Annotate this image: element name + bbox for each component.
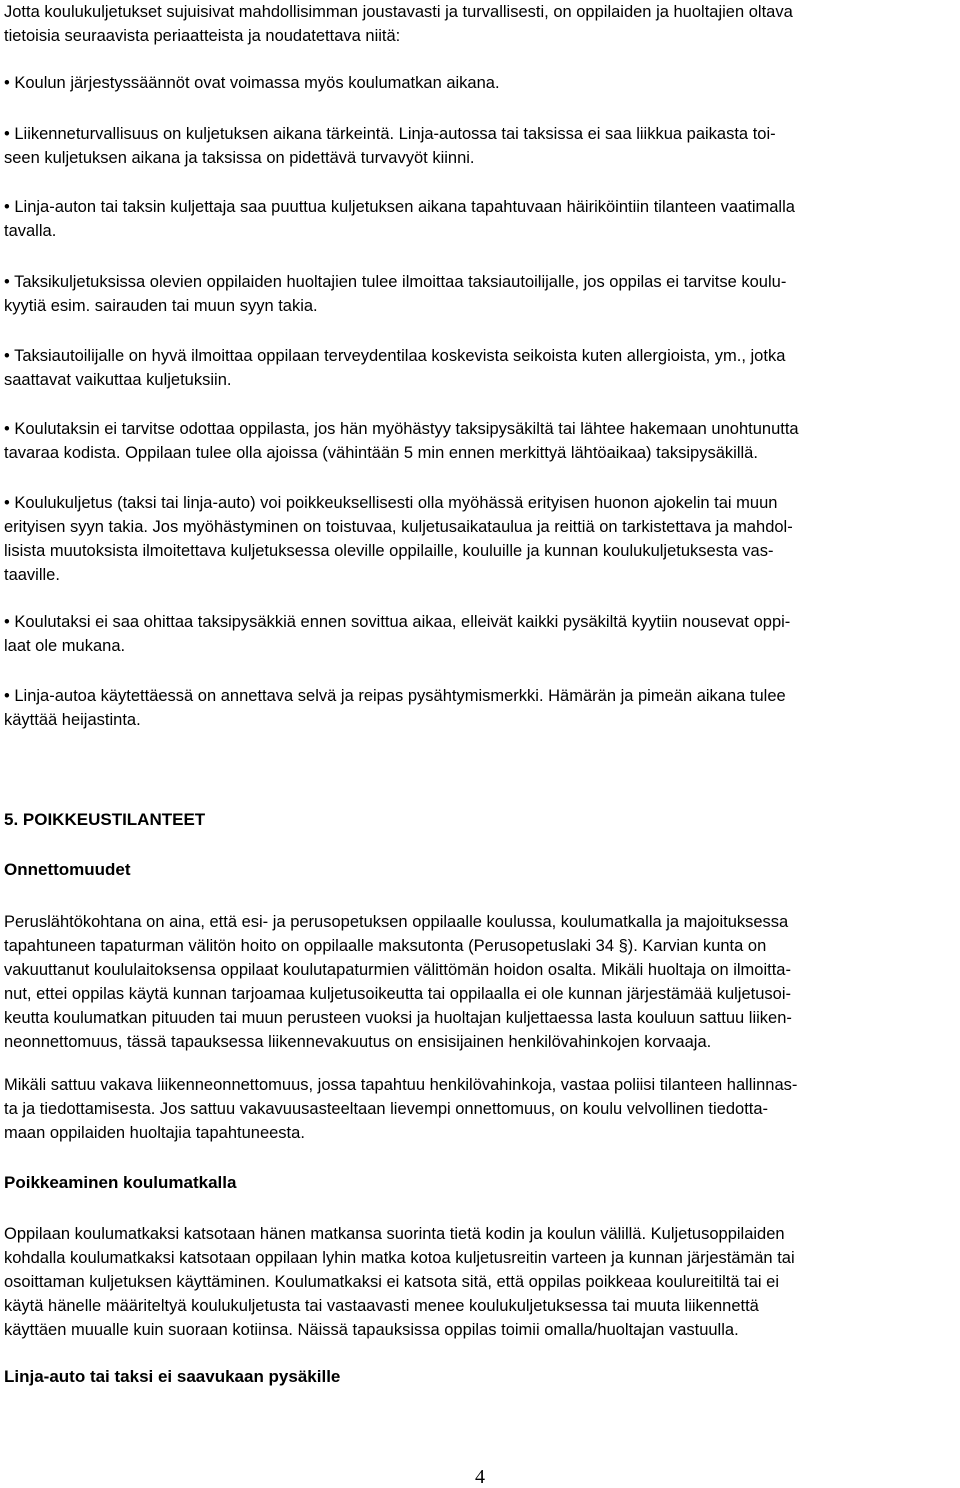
text-line: tietoisia seuraavista periaatteista ja noudatettava niitä: — [4, 27, 401, 45]
paragraph — [4, 1073, 797, 1145]
text-line: • Liikenneturvallisuus on kuljetuksen aikana tärkeintä. Linja-autossa tai taksissa ei saa liikkua paikasta toi- — [4, 125, 776, 143]
text-line: käyttäen muualle kuin suoraan kotiinsa. Näissä tapauksissa oppilas toimii omalla/huoltajan vastuulla. — [4, 1321, 739, 1339]
bullet-item — [4, 344, 785, 392]
text-line: kyytiä esim. sairauden tai muun syyn takia. — [4, 297, 318, 315]
text-line: erityisen syyn takia. Jos myöhästyminen on toistuvaa, kuljetusaikataulua ja reittiä on tarkistettava ja mahdol- — [4, 518, 793, 536]
subheading-poikkeaminen: Poikkeaminen koulumatkalla — [4, 1173, 237, 1192]
text-line: käytä hänelle määriteltyä koulukuljetusta tai vastaavasti menee koulukuljetuksessa tai muuta liikennettä — [4, 1297, 759, 1315]
bullet-item — [4, 122, 776, 170]
text-line: saattavat vaikuttaa kuljetuksiin. — [4, 371, 232, 389]
text-line: • Koulutaksin ei tarvitse odottaa oppilasta, jos hän myöhästyy taksipysäkiltä tai lähtee hakemaan unohtunutta — [4, 420, 799, 438]
text-line: Oppilaan koulumatkaksi katsotaan hänen matkansa suorinta tietä kodin ja koulun välillä. Kuljetusoppilaiden — [4, 1225, 785, 1243]
text-line: laat ole mukana. — [4, 637, 126, 655]
bullet-item — [4, 417, 799, 465]
text-line: nut, ettei oppilas käytä kunnan tarjoamaa kuljetusoikeutta tai oppilaalla ei ole kunnan järjestämää kuljetusoi- — [4, 985, 791, 1003]
text-line: neonnettomuus, tässä tapauksessa liikennevakuutus on ensisijainen henkilövahinkojen korvaaja. — [4, 1033, 712, 1051]
text-line: • Linja-auton tai taksin kuljettaja saa puuttua kuljetuksen aikana tapahtuvaan häiriköintiin tilanteen vaatimalla — [4, 198, 795, 216]
text-line: seen kuljetuksen aikana ja taksissa on pidettävä turvavyöt kiinni. — [4, 149, 475, 167]
text-line: osoittaman kuljetuksen käyttäminen. Koulumatkaksi ei katsota sitä, että oppilas poikkeaa koulureitiltä tai ei — [4, 1273, 780, 1291]
text-line: • Koulutaksi ei saa ohittaa taksipysäkkiä ennen sovittua aikaa, elleivät kaikki pysäkiltä kyytiin nousevat oppi- — [4, 613, 791, 631]
text-line: tavaraa kodista. Oppilaan tulee olla ajoissa (vähintään 5 min ennen merkittyä lähtöaikaa) taksipysäkillä. — [4, 444, 758, 462]
text-line: • Koulukuljetus (taksi tai linja-auto) voi poikkeuksellisesti olla myöhässä erityisen huonon ajokelin tai muun — [4, 494, 778, 512]
paragraph — [4, 910, 792, 1054]
bullet-item — [4, 71, 500, 95]
text-line: Peruslähtökohtana on aina, että esi- ja perusopetuksen oppilaalle koulussa, koulumatkalla ja majoituksessa — [4, 913, 789, 931]
text-line: ta ja tiedottamisesta. Jos sattuu vakavuusasteeltaan lievempi onnettomuus, on koulu velvollinen tiedotta- — [4, 1100, 769, 1118]
bullet-item — [4, 195, 795, 243]
bullet-item — [4, 684, 786, 732]
section-heading: 5. POIKKEUSTILANTEET — [4, 810, 206, 829]
bullet-item — [4, 270, 786, 318]
text-line: kohdalla koulumatkaksi katsotaan oppilaan lyhin matka kotoa kuljetusreitin varteen ja kunnan järjestämän tai — [4, 1249, 795, 1267]
intro-paragraph — [4, 0, 793, 48]
text-line: Jotta koulukuljetukset sujuisivat mahdollisimman joustavasti ja turvallisesti, on oppilaiden ja huoltajien oltava — [4, 3, 793, 21]
text-line: taaville. — [4, 566, 60, 584]
text-line: keutta koulumatkan pituuden tai muun perusteen vuoksi ja huoltajan kuljettaessa lasta kouluun sattuu liiken- — [4, 1009, 792, 1027]
text-line: • Taksiautoilijalle on hyvä ilmoittaa oppilaan terveydentilaa koskevista seikoista kuten allergioista, ym., jotka — [4, 347, 786, 365]
text-line: vakuuttanut koululaitoksensa oppilaat koulutapaturmien välittömän hoidon osalta. Mikäli huoltaja on ilmoitta- — [4, 961, 791, 979]
text-line: lisista muutoksista ilmoitettava kuljetuksessa oleville oppilaille, kouluille ja kunnan koulukuljetuksesta vas- — [4, 542, 774, 560]
subheading-onnettomuudet: Onnettomuudet — [4, 860, 131, 879]
text-line: maan oppilaiden huoltajia tapahtuneesta. — [4, 1124, 305, 1142]
text-line: • Koulun järjestyssäännöt ovat voimassa myös koulumatkan aikana. — [4, 74, 500, 92]
subheading-linja-auto: Linja-auto tai taksi ei saavukaan pysäkille — [4, 1367, 341, 1386]
text-line: • Taksikuljetuksissa olevien oppilaiden huoltajien tulee ilmoittaa taksiautoilijalle, jos oppilas ei tarvitse koulu- — [4, 273, 787, 291]
paragraph — [4, 1222, 795, 1342]
text-line: • Linja-autoa käytettäessä on annettava selvä ja reipas pysähtymismerkki. Hämärän ja pimeän aikana tulee — [4, 687, 786, 705]
text-line: tavalla. — [4, 222, 57, 240]
bullet-item — [4, 491, 793, 587]
text-line: käyttää heijastinta. — [4, 711, 141, 729]
page-number: 4 — [475, 1466, 485, 1488]
text-line: Mikäli sattuu vakava liikenneonnettomuus, jossa tapahtuu henkilövahinkoja, vastaa poliisi tilanteen hallinnas- — [4, 1076, 798, 1094]
text-line: tapahtuneen tapaturman välitön hoito on oppilaalle maksutonta (Perusopetuslaki 34 §). Karvian kunta on — [4, 937, 767, 955]
bullet-item — [4, 610, 790, 658]
